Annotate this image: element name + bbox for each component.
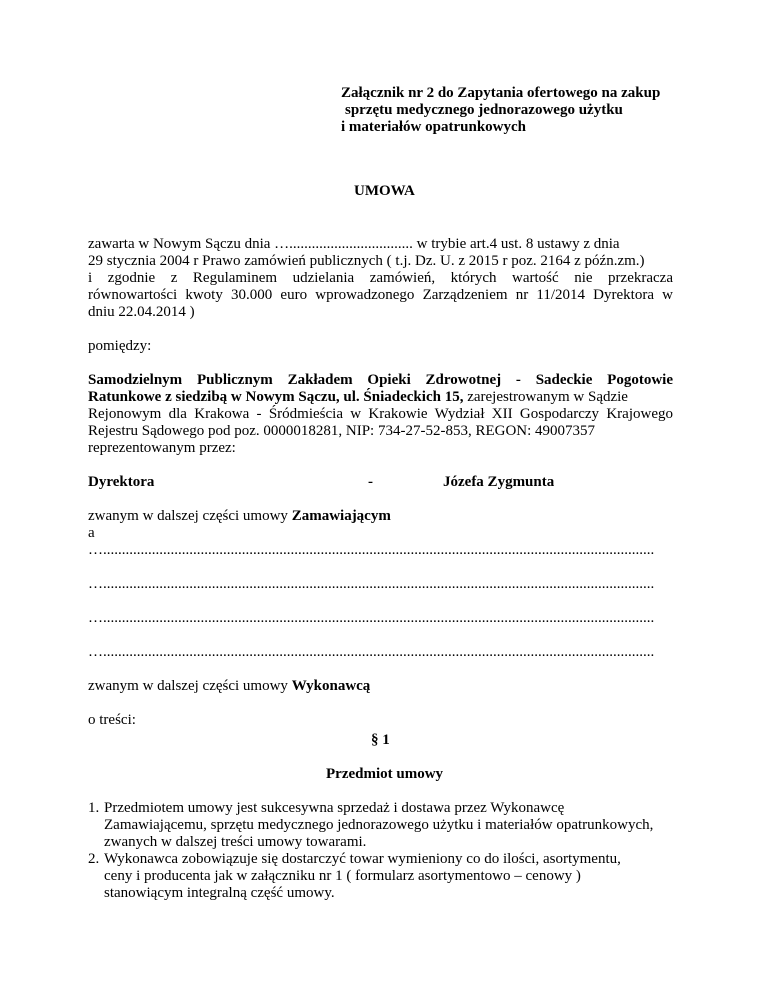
attachment-header-line-2: sprzętu medycznego jednorazowego użytku xyxy=(345,102,623,118)
party-line-5: reprezentowanym przez: xyxy=(88,440,236,456)
item-1-line-2: Zamawiającemu, sprzętu medycznego jednorazowego użytku i materiałów opatrunkowych, xyxy=(104,817,654,833)
party-line-2 xyxy=(88,389,673,406)
contractor-line xyxy=(88,678,370,695)
section-heading: Przedmiot umowy xyxy=(326,766,444,782)
party-name-line-1: Samodzielnym Publicznym Zakładem Opieki Zdrowotnej - Sadeckie Pogotowie xyxy=(88,372,673,388)
orderer-line xyxy=(88,508,391,525)
item-2-number: 2. xyxy=(88,851,100,867)
intro-line-2: 29 stycznia 2004 r Prawo zamówień publicznych ( t.j. Dz. U. z 2015 r poz. 2164 z późn.zm.) xyxy=(88,253,645,269)
party-registration-start: zarejestrowanym w Sądzie xyxy=(467,389,628,405)
content-label: o treści: xyxy=(88,712,136,728)
intro-line-3: i zgodnie z Regulaminem udzielania zamówień, których wartość nie przekracza xyxy=(88,270,673,286)
representative-dash: - xyxy=(368,474,373,490)
party-line-3: Rejonowym dla Krakowa - Śródmieścia w Krakowie Wydział XII Gospodarczy Krajowego xyxy=(88,406,673,422)
dotted-line-4: …................................................................................................................................................... xyxy=(88,644,655,660)
dotted-line-2: …................................................................................................................................................... xyxy=(88,576,655,592)
party-name-line-2: Ratunkowe z siedzibą w Nowym Sączu, ul. Śniadeckich 15, xyxy=(88,389,464,405)
party-line-4: Rejestru Sądowego pod poz. 0000018281, NIP: 734-27-52-853, REGON: 49007357 xyxy=(88,423,596,439)
orderer-text: zwanym w dalszej części umowy xyxy=(88,508,288,524)
section-number: § 1 xyxy=(371,732,390,748)
item-1-line-1: Przedmiotem umowy jest sukcesywna sprzedaż i dostawa przez Wykonawcę xyxy=(104,800,565,816)
dotted-line-3: …................................................................................................................................................... xyxy=(88,610,655,626)
contractor-role: Wykonawcą xyxy=(291,678,371,694)
orderer-role: Zamawiającym xyxy=(291,508,391,524)
representative-name: Józefa Zygmunta xyxy=(443,474,555,490)
intro-line-1: zawarta w Nowym Sączu dnia …................................. w trybie art.4 ust. 8 ustawy z dnia xyxy=(88,236,620,252)
dotted-line-1: …................................................................................................................................................... xyxy=(88,542,655,558)
attachment-header-line-1: Załącznik nr 2 do Zapytania ofertowego na zakup xyxy=(341,85,661,101)
document-title: UMOWA xyxy=(354,183,415,199)
item-1-number: 1. xyxy=(88,800,100,816)
item-2-line-2: ceny i producenta jak w załączniku nr 1 ( formularz asortymentowo – cenowy ) xyxy=(104,868,581,884)
contractor-text: zwanym w dalszej części umowy xyxy=(88,678,288,694)
attachment-header-line-3: i materiałów opatrunkowych xyxy=(341,119,526,135)
representative-role: Dyrektora xyxy=(88,474,155,490)
between-label: pomiędzy: xyxy=(88,338,152,354)
intro-line-5: dniu 22.04.2014 ) xyxy=(88,304,195,320)
item-2-line-3: stanowiącym integralną część umowy. xyxy=(104,885,335,901)
item-2-line-1: Wykonawca zobowiązuje się dostarczyć towar wymieniony co do ilości, asortymentu, xyxy=(104,851,621,867)
conjunction-a: a xyxy=(88,525,95,541)
item-1-line-3: zwanych w dalszej treści umowy towarami. xyxy=(104,834,367,850)
intro-line-4: równowartości kwoty 30.000 euro wprowadzonego Zarządzeniem nr 11/2014 Dyrektora w xyxy=(88,287,673,303)
